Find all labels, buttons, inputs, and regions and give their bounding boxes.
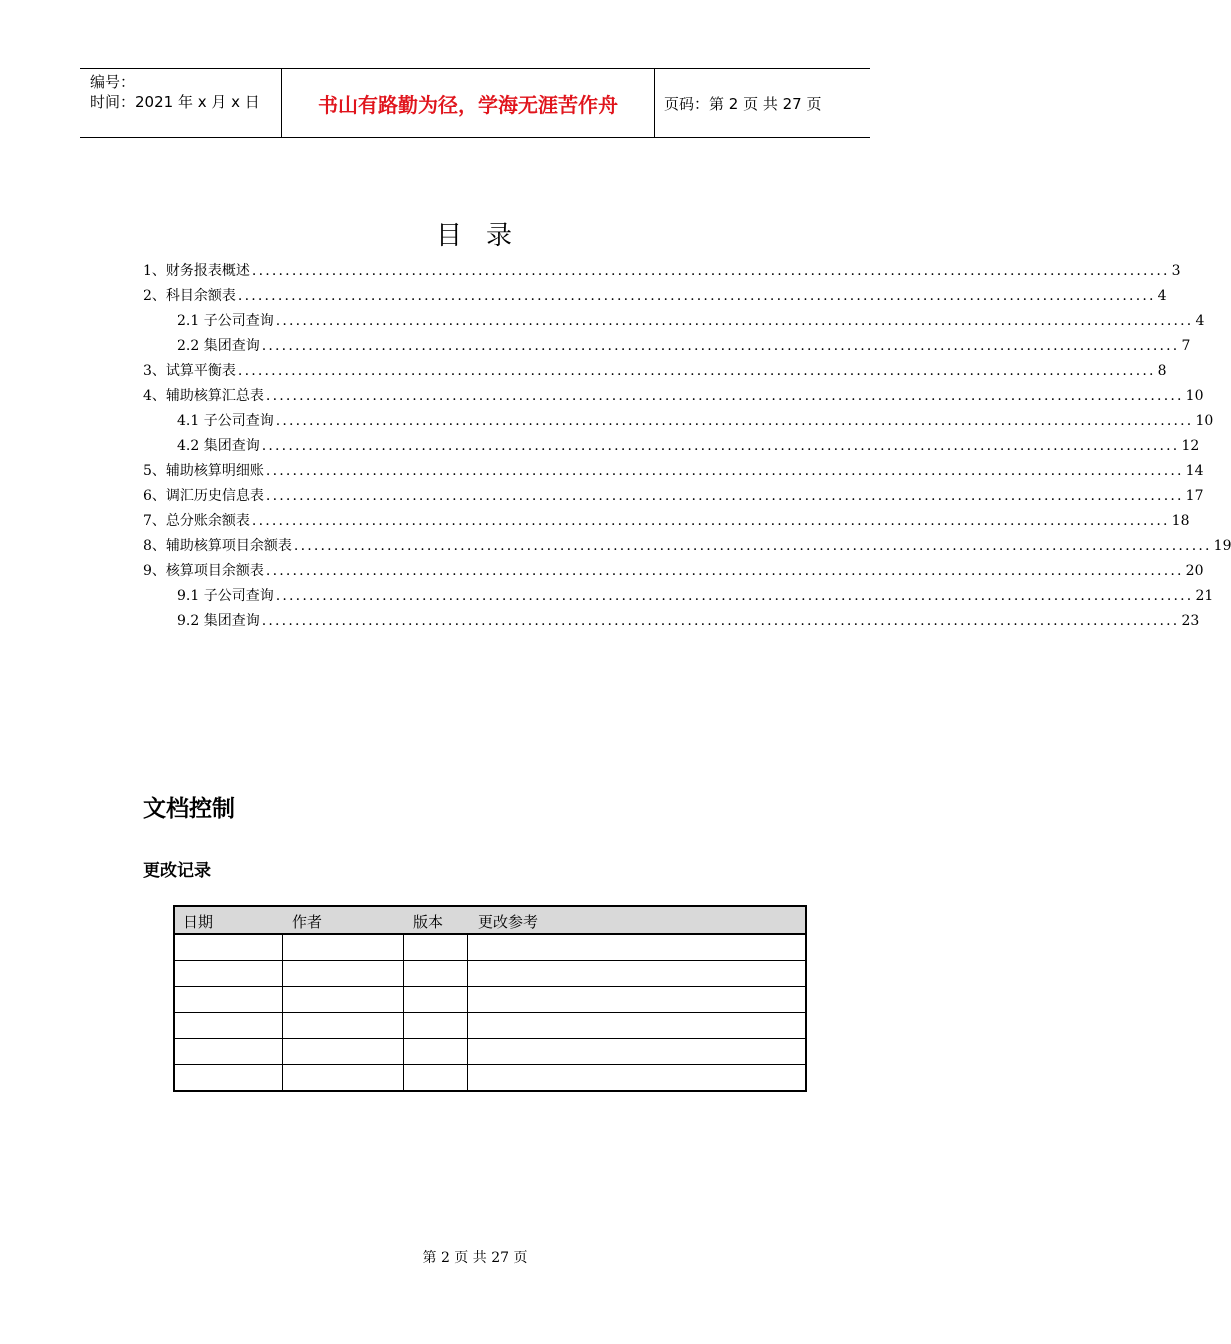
- toc-entry[interactable]: [143, 284, 1167, 309]
- toc-leader-dots: ..........................................................................................................................................: [275, 313, 1194, 329]
- toc-leader-dots: ..........................................................................................................................................: [293, 538, 1212, 554]
- toc-entry[interactable]: [143, 534, 1231, 559]
- toc-entry-page: 19: [1213, 538, 1231, 554]
- toc-entry-page: 23: [1181, 613, 1200, 629]
- toc-entry[interactable]: [143, 559, 1204, 584]
- toc-leader-dots: ..........................................................................................................................................: [261, 338, 1180, 354]
- toc-leader-dots: ..........................................................................................................................................: [261, 613, 1180, 629]
- column-divider: [467, 961, 468, 986]
- change-log-header-row: [175, 907, 805, 935]
- toc-entry-page: 20: [1185, 563, 1204, 579]
- table-row: [175, 987, 805, 1013]
- toc-title: [0, 215, 950, 252]
- toc-entry-page: 10: [1195, 413, 1214, 429]
- column-divider: [467, 935, 468, 960]
- column-divider: [282, 1013, 283, 1038]
- toc-entry-label: 9、核算项目余额表: [143, 563, 264, 579]
- toc-entry-page: 18: [1171, 513, 1190, 529]
- toc-entry-label: 4、辅助核算汇总表: [143, 388, 264, 404]
- column-divider: [403, 961, 404, 986]
- toc-leader-dots: ..........................................................................................................................................: [275, 413, 1194, 429]
- toc-leader-dots: ..........................................................................................................................................: [265, 388, 1184, 404]
- toc-leader-dots: ..........................................................................................................................................: [265, 488, 1184, 504]
- toc-entry-page: 14: [1185, 463, 1204, 479]
- toc-leader-dots: ..........................................................................................................................................: [237, 363, 1156, 379]
- column-divider: [282, 987, 283, 1012]
- toc-entry-label: 9.2 集团查询: [177, 613, 260, 629]
- toc-entry[interactable]: [143, 334, 1191, 359]
- toc-entry[interactable]: [143, 259, 1181, 284]
- toc-entry-page: 4: [1157, 288, 1167, 304]
- toc-entry-label: 9.1 子公司查询: [177, 588, 274, 604]
- column-divider: [403, 1039, 404, 1064]
- table-row: [175, 1039, 805, 1065]
- toc-entry-page: 8: [1157, 363, 1167, 379]
- toc-entry[interactable]: [143, 584, 1214, 609]
- toc-entry-page: 21: [1195, 588, 1214, 604]
- toc-entry[interactable]: [143, 484, 1204, 509]
- toc-leader-dots: ..........................................................................................................................................: [251, 263, 1170, 279]
- toc-entry-label: 8、辅助核算项目余额表: [143, 538, 292, 554]
- toc-entry-label: 4.1 子公司查询: [177, 413, 274, 429]
- column-header-change-ref: 更改参考: [478, 913, 539, 931]
- column-divider: [467, 1039, 468, 1064]
- toc-entry-page: 4: [1195, 313, 1205, 329]
- change-log-heading: 更改记录: [143, 861, 211, 881]
- toc-entry[interactable]: [143, 509, 1190, 534]
- column-divider: [282, 935, 283, 960]
- toc-entry-page: 12: [1181, 438, 1200, 454]
- column-divider: [403, 1065, 404, 1090]
- column-header-author: 作者: [292, 913, 323, 931]
- toc-entry-label: 2.1 子公司查询: [177, 313, 274, 329]
- toc-entry-label: 3、试算平衡表: [143, 363, 236, 379]
- toc-entry[interactable]: [143, 459, 1204, 484]
- column-divider: [282, 1039, 283, 1064]
- toc-entry[interactable]: [143, 609, 1200, 634]
- toc-leader-dots: ..........................................................................................................................................: [261, 438, 1180, 454]
- column-divider: [467, 1013, 468, 1038]
- toc-entry-page: 10: [1185, 388, 1204, 404]
- toc-entry-label: 2.2 集团查询: [177, 338, 260, 354]
- toc-leader-dots: ..........................................................................................................................................: [237, 288, 1156, 304]
- toc-entry[interactable]: [143, 434, 1200, 459]
- doc-number-label: 编号：: [90, 73, 136, 91]
- column-divider: [282, 961, 283, 986]
- column-header-date: 日期: [183, 913, 214, 931]
- table-row: [175, 1013, 805, 1039]
- column-header-version: 版本: [413, 913, 444, 931]
- doc-control-heading: 文档控制: [143, 796, 235, 822]
- doc-time-label: 时间：2021 年 x 月 x 日: [90, 93, 260, 111]
- column-divider: [403, 935, 404, 960]
- page-footer: 第 2 页 共 27 页: [422, 1250, 528, 1266]
- column-divider: [467, 1065, 468, 1090]
- toc-entry-label: 5、辅助核算明细账: [143, 463, 264, 479]
- toc-entry-label: 4.2 集团查询: [177, 438, 260, 454]
- column-divider: [282, 1065, 283, 1090]
- toc-entry-page: 3: [1171, 263, 1181, 279]
- toc-entry-page: 7: [1181, 338, 1191, 354]
- toc-title-char: 目: [435, 221, 464, 251]
- toc-entry-label: 6、调汇历史信息表: [143, 488, 264, 504]
- toc-entry-label: 1、财务报表概述: [143, 263, 250, 279]
- toc-entry[interactable]: [143, 384, 1204, 409]
- toc-entry-label: 7、总分账余额表: [143, 513, 250, 529]
- column-divider: [403, 987, 404, 1012]
- toc-entry[interactable]: [143, 309, 1205, 334]
- table-row: [175, 935, 805, 961]
- table-of-contents: [143, 259, 1231, 634]
- header-meta: [90, 72, 260, 112]
- change-log-table: [173, 905, 807, 1092]
- header-divider: [654, 69, 655, 137]
- column-divider: [403, 1013, 404, 1038]
- table-row: [175, 1065, 805, 1090]
- toc-leader-dots: ..........................................................................................................................................: [265, 463, 1184, 479]
- column-divider: [467, 987, 468, 1012]
- toc-entry-label: 2、科目余额表: [143, 288, 236, 304]
- change-log-body: [175, 935, 805, 1090]
- table-row: [175, 961, 805, 987]
- page-header: [80, 68, 870, 138]
- toc-title-char: 录: [486, 221, 515, 251]
- toc-leader-dots: ..........................................................................................................................................: [265, 563, 1184, 579]
- toc-entry-page: 17: [1185, 488, 1204, 504]
- toc-entry[interactable]: [143, 409, 1214, 434]
- toc-leader-dots: ..........................................................................................................................................: [251, 513, 1170, 529]
- toc-leader-dots: ..........................................................................................................................................: [275, 588, 1194, 604]
- toc-entry[interactable]: [143, 359, 1167, 384]
- header-page-code: 页码：第 2 页 共 27 页: [664, 94, 822, 113]
- header-motto: 书山有路勤为径，学海无涯苦作舟: [318, 92, 618, 117]
